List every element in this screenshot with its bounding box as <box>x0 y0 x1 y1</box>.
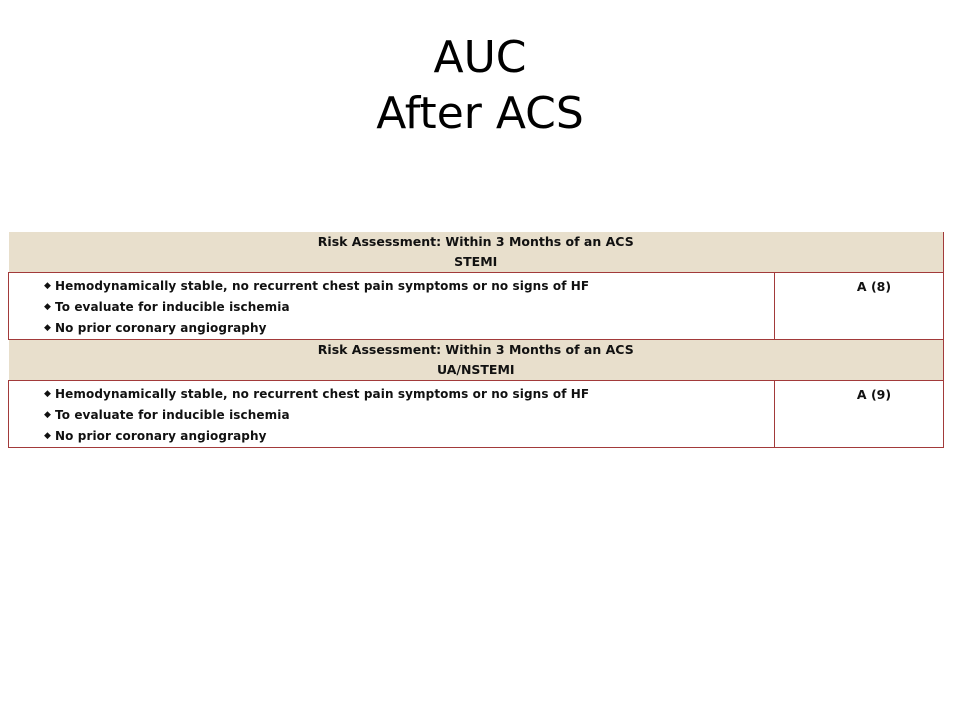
indication-text: Hemodynamically stable, no recurrent chest pain symptoms or no signs of HF <box>55 387 590 401</box>
list-item <box>44 426 774 447</box>
list-item <box>44 318 774 339</box>
indication-row-ua-nstemi <box>9 381 944 448</box>
section-header-cell <box>9 232 944 273</box>
list-item <box>44 297 774 318</box>
indication-cell <box>9 273 775 340</box>
indication-text: To evaluate for inducible ischemia <box>55 408 290 422</box>
bullet-icon: ◆ <box>44 431 52 441</box>
bullet-icon: ◆ <box>44 281 52 291</box>
bullet-icon: ◆ <box>44 323 52 333</box>
indication-text: No prior coronary angiography <box>55 321 267 335</box>
indication-text: To evaluate for inducible ischemia <box>55 300 290 314</box>
indication-cell <box>9 381 775 448</box>
bullet-icon: ◆ <box>44 302 52 312</box>
bullet-icon: ◆ <box>44 410 52 420</box>
section-header-title: Risk Assessment: Within 3 Months of an ACS <box>317 342 634 357</box>
section-header-title: Risk Assessment: Within 3 Months of an ACS <box>317 234 634 249</box>
indication-list <box>9 273 774 339</box>
indication-list <box>9 381 774 447</box>
section-header-subtitle: STEMI <box>454 254 498 269</box>
title-line-2: After ACS <box>376 88 584 139</box>
rating-cell: A (9) <box>775 381 944 448</box>
indication-text: No prior coronary angiography <box>55 429 267 443</box>
section-header-subtitle: UA/NSTEMI <box>436 362 515 377</box>
auc-table <box>8 232 944 448</box>
section-header-stemi <box>9 232 944 273</box>
bullet-icon: ◆ <box>44 389 52 399</box>
indication-text: Hemodynamically stable, no recurrent chest pain symptoms or no signs of HF <box>55 279 590 293</box>
title-line-1: AUC <box>433 32 527 83</box>
list-item <box>44 384 774 405</box>
section-header-cell <box>9 340 944 381</box>
slide-title <box>0 30 960 142</box>
rating-cell: A (8) <box>775 273 944 340</box>
list-item <box>44 405 774 426</box>
section-header-ua-nstemi <box>9 340 944 381</box>
indication-row-stemi <box>9 273 944 340</box>
list-item <box>44 276 774 297</box>
